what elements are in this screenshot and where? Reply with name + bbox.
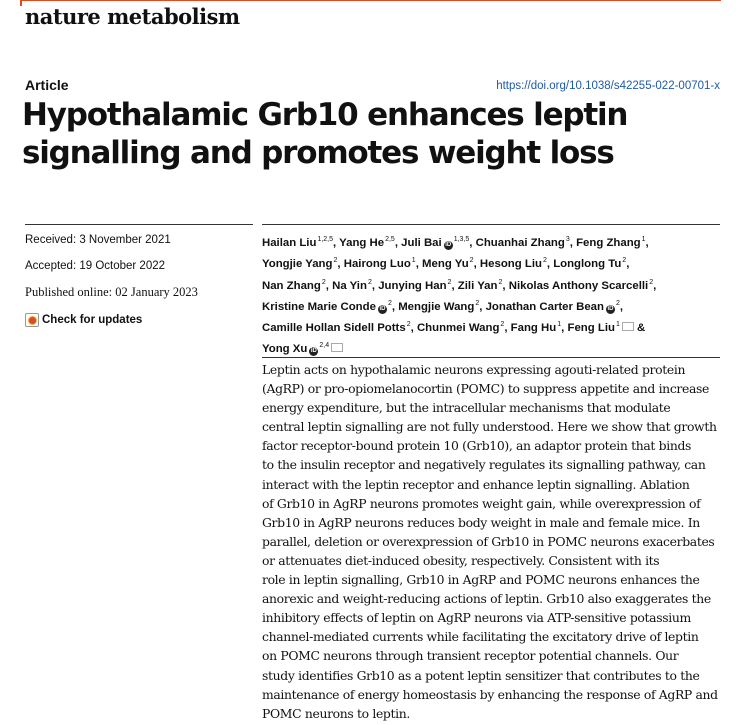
author-name[interactable]: [476, 237, 570, 249]
author-name[interactable]: [422, 258, 474, 270]
author-affiliation: 2,4: [319, 342, 330, 350]
author-name[interactable]: [401, 237, 469, 249]
abstract-line: to the insulin receptor and negatively regulates its signalling pathway, can: [262, 457, 706, 473]
abstract-line: central leptin signalling are not fully understood. Here we show that growth: [262, 419, 717, 435]
author-affiliation: 2: [321, 278, 326, 286]
abstract-line: of Grb10 in AgRP neurons promotes weight gain, while overexpression of: [262, 495, 701, 511]
author-name-text: Yongjie Yang: [262, 258, 333, 271]
author-affiliation: 1: [411, 257, 416, 265]
author-name-text: Feng Zhang: [576, 237, 641, 249]
author-name-text: Jonathan Carter Bean: [485, 300, 604, 313]
authors-divider: [262, 224, 720, 225]
author-name[interactable]: [332, 280, 372, 292]
author-line: [262, 337, 732, 358]
abstract-line: channel-mediated currents while facilitating the excitatory drive of leptin: [262, 629, 699, 645]
author-affiliation: 2: [333, 257, 338, 265]
author-affiliation: 1,2,5: [317, 236, 334, 243]
abstract-line: inhibitory effects of leptin on AgRP neurons via ATP-sensitive potassium: [262, 610, 691, 626]
author-name-text: Feng Liu: [567, 322, 615, 335]
orcid-icon[interactable]: iD: [607, 305, 614, 312]
author-name-text: Mengjie Wang: [398, 300, 475, 313]
author-name[interactable]: [339, 237, 395, 249]
abstract-line: factor receptor-bound protein 10 (Grb10), an adaptor protein that binds: [262, 438, 692, 454]
author-name[interactable]: [262, 322, 411, 334]
author-affiliation: 2: [447, 278, 452, 286]
abstract-line: or attenuates diet-induced obesity, respectively. Consistent with its: [262, 552, 660, 568]
email-icon[interactable]: [622, 322, 634, 331]
abstract-line: POMC neurons to leptin.: [262, 705, 410, 721]
author-affiliation: 2: [498, 278, 503, 286]
abstract-line: on POMC neurons through transient receptor potential channels. Our: [262, 648, 679, 664]
author-affiliation: 1: [641, 236, 646, 243]
top-accent-mark: [20, 0, 22, 6]
author-affiliation: 2: [406, 321, 411, 329]
author-name[interactable]: [567, 322, 633, 334]
author-name[interactable]: [262, 301, 392, 313]
author-name-text: Meng Yu: [422, 258, 469, 271]
crossmark-icon: [25, 313, 39, 327]
author-name[interactable]: [344, 258, 416, 270]
author-affiliation: 2,5: [385, 236, 395, 243]
author-name[interactable]: [553, 258, 626, 270]
author-affiliation: 2: [500, 321, 505, 329]
author-list: [262, 231, 732, 359]
author-affiliation: 1: [557, 321, 562, 329]
author-line: Kristine Marie Conde $iD^2$, Mengjie Wang$^2$, Jonathan Carter Bean $iD^2$,: [262, 299, 624, 313]
abstract-line: study identifies Grb10 as a potent leptin sensitizer that contributes to the: [262, 667, 700, 683]
author-name-text: Fang Hu: [510, 322, 557, 335]
check-for-updates-label: Check for updates: [42, 314, 143, 326]
author-name-text: Hairong Luo: [343, 258, 411, 271]
author-affiliation: 2: [649, 278, 654, 286]
author-affiliation: 2: [469, 257, 474, 265]
author-name[interactable]: [378, 280, 451, 292]
abstract-line: Grb10 in AgRP neurons reduces body weight in male and female mice. In: [262, 514, 700, 530]
author-affiliation: 1: [615, 321, 620, 329]
author-line: Hailan Liu$^{1,2,5}$, Yang He$^{2,5}$, Juli Bai iD$^{1,3,5}$, Chuanhai Zhang$^3$, Feng Zhang$^1$,: [262, 236, 649, 249]
orcid-icon[interactable]: iD: [379, 305, 386, 312]
author-name-text: Chunmei Wang: [416, 322, 500, 335]
article-type-label: Article: [25, 77, 69, 93]
author-name-text: Junying Han: [378, 279, 447, 292]
abstract-line: (AgRP) or pro-opiomelanocortin (POMC) to suppress appetite and increase: [262, 381, 709, 397]
article-title: [22, 96, 722, 172]
abstract-divider: [262, 357, 720, 358]
author-name-text: Nan Zhang: [262, 279, 321, 292]
dates-divider: [25, 224, 253, 225]
author-name[interactable]: [576, 237, 645, 249]
abstract-line: energy expenditure, but the intracellular mechanisms that modulate: [262, 400, 671, 416]
author-name[interactable]: [458, 280, 503, 292]
article-dates: [25, 233, 255, 327]
doi-link[interactable]: https://doi.org/10.1038/s42255-022-00701-x: [496, 80, 720, 92]
author-affiliation: 2: [367, 278, 372, 286]
top-accent-rule: [22, 0, 721, 1]
author-name[interactable]: [486, 301, 620, 313]
abstract-line: anorexic and weight-reducing actions of leptin. Grb10 also exaggerates the: [262, 591, 711, 607]
received-date: Received: 3 November 2021: [25, 234, 171, 246]
author-line: Nan Zhang$^2$, Na Yin$^2$, Junying Han$^2$, Zili Yan$^2$, Nikolas Anthony Scarcelli$^2$,: [262, 278, 657, 292]
author-name[interactable]: [398, 301, 479, 313]
email-icon[interactable]: [331, 343, 343, 352]
author-affiliation: 2: [615, 299, 620, 307]
author-name-text: Chuanhai Zhang: [475, 237, 565, 249]
author-name-text: Na Yin: [332, 279, 367, 292]
author-name-text: Hailan Liu: [262, 237, 317, 249]
author-name-text: Hesong Liu: [479, 258, 542, 271]
author-name-text: Camille Hollan Sidell Potts: [262, 322, 406, 335]
abstract-line: interact with the leptin receptor and enhance leptin signalling. Ablation: [262, 476, 690, 492]
author-name[interactable]: [509, 280, 653, 292]
author-name-text: Kristine Marie Conde: [262, 300, 376, 313]
accepted-date: Accepted: 19 October 2022: [25, 260, 166, 272]
orcid-icon[interactable]: iD: [445, 242, 452, 248]
author-line: Yongjie Yang$^2$, Hairong Luo$^1$, Meng Yu$^2$, Hesong Liu$^2$, Longlong Tu$^2$,: [262, 257, 630, 271]
author-name[interactable]: [480, 258, 547, 270]
author-name-text: Juli Bai: [401, 237, 442, 249]
author-affiliation: 2: [542, 257, 547, 265]
author-name[interactable]: [262, 237, 333, 249]
abstract-line: maintenance of energy homeostasis by enhancing the response of AgRP and: [262, 686, 718, 702]
author-name[interactable]: [417, 322, 504, 334]
author-name-text: Yong Xu: [262, 343, 308, 356]
abstract-line: Leptin acts on hypothalamic neurons expressing agouti-related protein: [262, 362, 686, 377]
author-name[interactable]: [262, 258, 337, 270]
author-affiliation: 2: [475, 299, 480, 307]
abstract-line: parallel, deletion or overexpression of Grb10 in POMC neurons exacerbates: [262, 533, 715, 549]
published-date: Published online: 02 January 2023: [25, 285, 198, 299]
author-line: Camille Hollan Sidell Potts$^2$, Chunmei Wang$^2$, Fang Hu$^1$, Feng Liu$^1$ &: [262, 321, 646, 335]
journal-name: nature metabolism: [25, 4, 240, 29]
author-name[interactable]: [262, 280, 326, 292]
author-name[interactable]: [262, 343, 343, 355]
check-for-updates-button[interactable]: [25, 313, 255, 327]
author-affiliation: 2: [387, 299, 392, 307]
author-name-text: Nikolas Anthony Scarcelli: [508, 279, 649, 292]
orcid-icon[interactable]: iD: [310, 348, 317, 355]
author-affiliation: 3: [565, 236, 570, 243]
author-name-text: Yang He: [339, 237, 385, 249]
author-name-text: Longlong Tu: [553, 258, 622, 271]
author-name[interactable]: [511, 322, 561, 334]
abstract-line: role in leptin signalling, Grb10 in AgRP and POMC neurons enhances the: [262, 572, 700, 588]
author-ampersand: &: [637, 322, 646, 335]
author-name-text: Zili Yan: [457, 279, 498, 292]
title-line: signalling and promotes weight loss: [22, 135, 614, 171]
author-affiliation: 2: [622, 257, 627, 265]
title-line: Hypothalamic Grb10 enhances leptin: [22, 97, 628, 133]
abstract: [262, 360, 724, 723]
author-affiliation: 1,3,5: [453, 236, 470, 243]
